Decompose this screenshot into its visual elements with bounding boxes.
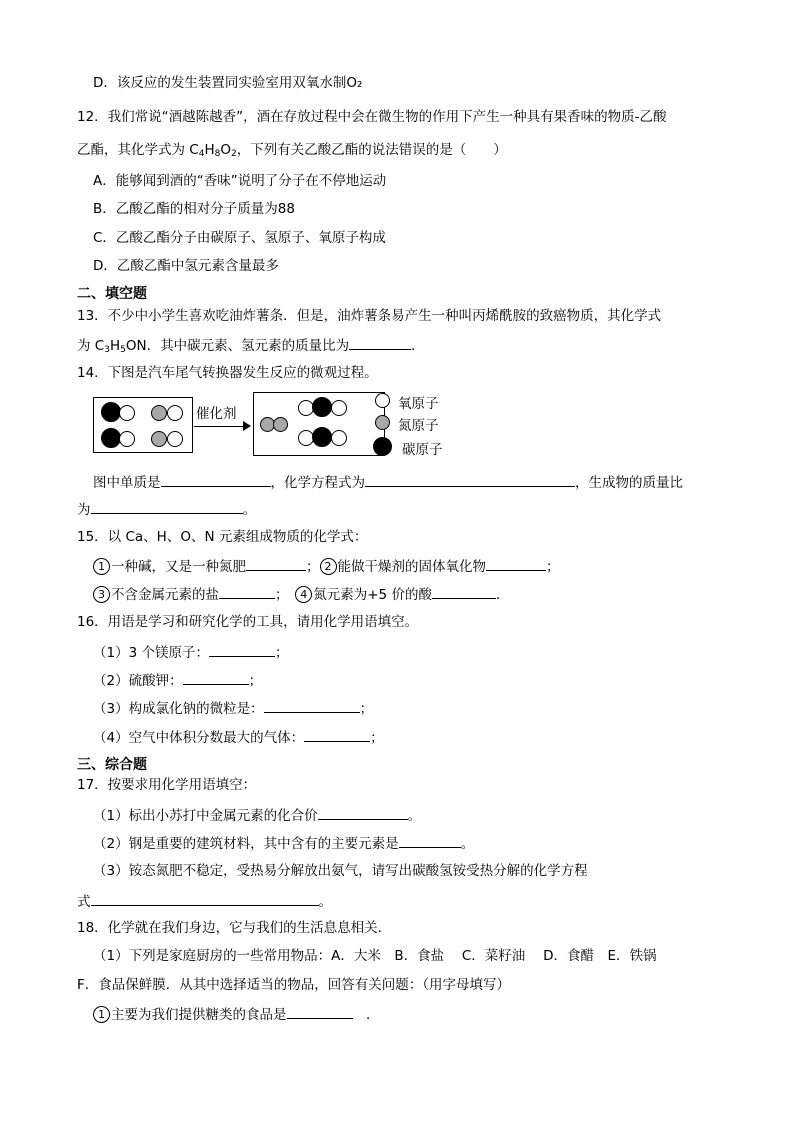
reaction-diagram [93,392,473,458]
q15-4-blank[interactable] [432,584,496,599]
q12-option-c: C．乙酸乙酯分子由碳原子、氢原子、氧原子构成 [93,230,386,246]
carbon-atom [312,427,332,447]
nitrogen-atom [151,405,167,421]
q14-fill-line1: 图中单质是 ，化学方程式为 ，生成物的质量比 [93,472,683,492]
oxygen-atom [167,405,183,421]
q17-1-blank[interactable] [318,805,408,820]
q15-1-blank[interactable] [246,556,306,571]
oxygen-atom [331,400,347,416]
q17-2-blank[interactable] [399,833,461,848]
q12-option-b: B．乙酸乙酯的相对分子质量为88 [93,201,295,217]
q14-elemental-blank[interactable] [161,472,271,487]
legend-oxygen-label: 氧原子 [398,396,439,412]
q17-item3-line2: 式 。 [77,891,332,911]
q18-item1-line1: （1）下列是家庭厨房的一些常用物品：A．大米 B．食盐 C．菜籽油 D．食醋 E．铁锅 [93,948,657,964]
nitrogen-atom [273,417,288,432]
reactants-box [93,397,193,453]
q16-stem: 16．用语是学习和研究化学的工具，请用化学用语填空。 [77,614,419,630]
q15-3-blank[interactable] [219,584,275,599]
carbon-atom [312,397,332,417]
oxygen-atom [119,405,135,421]
q14-stem: 14．下图是汽车尾气转换器发生反应的微观过程。 [77,365,378,381]
q17-item1: （1）标出小苏打中金属元素的化合价 。 [93,805,421,825]
q15-2-blank[interactable] [486,556,546,571]
legend-nitrogen-label: 氮原子 [398,418,439,434]
q15-stem: 15．以 Ca、H、O、N 元素组成物质的化学式： [77,529,368,545]
catalyst-label: 催化剂 [196,406,237,422]
q16-3-blank[interactable] [264,698,360,713]
q13-stem-line2: 为 $C_3H_5ON$．其中碳元素、氢元素的质量比为 ． [77,335,425,355]
q16-2-blank[interactable] [183,670,249,685]
oxygen-atom [331,430,347,446]
q12-stem-line2: 乙酯，其化学式为 $C_4H_8O_2$，下列有关乙酸乙酯的说法错误的是（ ） [77,142,507,159]
arrow-head-icon [243,421,251,431]
carbon-atom [101,428,121,448]
q17-item3-line1: （3）铵态氮肥不稳定，受热易分解放出氨气，请写出碳酸氢铵受热分解的化学方程 [93,863,588,879]
nitrogen-atom [151,431,167,447]
carbon-atom [101,402,121,422]
products-box [253,392,385,456]
q18-item1-line3: 1 主要为我们提供糖类的食品是 ． [93,1004,380,1024]
q11-option-d: D．该反应的发生装置同实验室用双氧水制O₂ [93,75,363,91]
legend-nitrogen-icon [375,415,390,430]
q15-line2: 3 不含金属元素的盐 ； 4 氮元素为+5 价的酸 ． [93,584,509,604]
legend-carbon-icon [373,437,392,456]
q17-stem: 17．按要求用化学用语填空： [77,777,257,793]
q16-4-blank[interactable] [304,727,370,742]
q17-3-blank[interactable] [91,891,319,906]
q15-line1: 1 一种碱，又是一种氮肥 ； 2 能做干燥剂的固体氧化物 ； [93,556,560,576]
q16-item4: （4）空气中体积分数最大的气体： ； [93,727,384,747]
circled-number: 1 [93,1006,110,1023]
q18-1-blank[interactable] [287,1004,353,1019]
section-fill-in-heading: 二、填空题 [77,286,147,302]
circled-number: 1 [93,558,110,575]
q17-item2: （2）钢是重要的建筑材料，其中含有的主要元素是 。 [93,833,474,853]
oxygen-atom [167,431,183,447]
circled-number: 2 [320,558,337,575]
q12-option-d: D．乙酸乙酯中氢元素含量最多 [93,258,279,274]
q14-fill-line2: 为 。 [77,499,256,519]
q12-option-a: A．能够闻到酒的“香味”说明了分子在不停地运动 [93,173,387,189]
q16-1-blank[interactable] [209,642,275,657]
q16-item3: （3）构成氯化钠的微粒是： ； [93,698,373,718]
q16-item2: （2）硫酸钾： ； [93,670,262,690]
q16-item1: （1）3 个镁原子： ； [93,642,288,662]
circled-number: 4 [295,586,312,603]
q18-item1-line2: F．食品保鲜膜．从其中选择适当的物品，回答有关问题：（用字母填写） [77,977,511,993]
q18-stem: 18．化学就在我们身边，它与我们的生活息息相关． [77,920,392,936]
section-comprehensive-heading: 三、综合题 [77,757,147,773]
reaction-arrow [194,426,246,427]
q14-equation-blank[interactable] [365,472,575,487]
oxygen-atom [119,431,135,447]
circled-number: 3 [93,586,110,603]
q14-mass-ratio-blank[interactable] [91,499,243,514]
q13-answer-blank[interactable] [349,335,411,350]
legend-carbon-label: 碳原子 [402,442,443,458]
legend-oxygen-icon [375,393,390,408]
q13-stem-line1: 13．不少中小学生喜欢吃油炸薯条．但是，油炸薯条易产生一种叫丙烯酰胺的致癌物质，其化学式 [77,308,662,324]
q12-stem-line1: 12．我们常说“酒越陈越香”，酒在存放过程中会在微生物的作用下产生一种具有果香味的物质-乙酸 [77,109,667,125]
